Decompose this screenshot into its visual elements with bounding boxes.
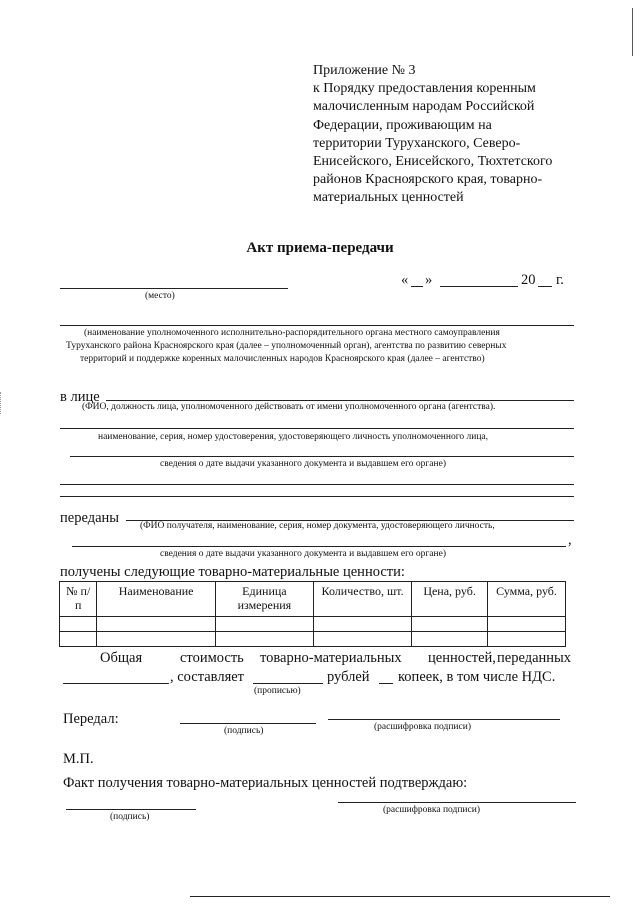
total-amount-field-line[interactable]: [63, 683, 169, 684]
total-word: переданных: [497, 650, 572, 666]
person-caption: наименование, серия, номер удостоверения, удостоверяющего личность уполномоченного лица,: [98, 432, 488, 442]
person-label: в лице: [60, 389, 100, 405]
table-cell[interactable]: [313, 617, 411, 632]
appendix-block: [313, 62, 552, 208]
scan-bottom-line: [190, 896, 610, 897]
table-cell[interactable]: [215, 617, 313, 632]
appendix-line: Федерации, проживающим на: [313, 117, 492, 133]
handed-signature-line[interactable]: [180, 723, 316, 724]
appendix-line: Приложение № 3: [313, 63, 416, 78]
scan-edge-mark: [0, 392, 1, 414]
year-prefix: 20: [521, 272, 536, 288]
place-field-line[interactable]: [60, 288, 288, 289]
handed-label: Передал:: [63, 711, 119, 727]
table-cell[interactable]: [488, 617, 566, 632]
kopecks-label: копеек, в том числе НДС.: [398, 669, 556, 685]
recipient-id-field-line[interactable]: [72, 546, 566, 547]
blank-field-line[interactable]: [60, 496, 574, 497]
words-caption: (прописью): [254, 686, 301, 696]
confirm-decoding-caption: (расшифровка подписи): [383, 805, 480, 815]
total-word: Общая: [100, 650, 143, 666]
handed-decoding-caption: (расшифровка подписи): [374, 722, 471, 732]
person-caption: сведения о дате выдачи указанного документа и выдавшем его органе): [160, 459, 446, 469]
place-caption: (место): [145, 291, 175, 301]
organ-caption: территорий и поддержке коренных малочисленных народов Красноярского края (далее – агентство): [80, 354, 485, 364]
kopecks-field-line[interactable]: [379, 683, 393, 684]
confirm-text: Факт получения товарно-материальных ценностей подтверждаю:: [63, 775, 468, 791]
year-field-line[interactable]: [538, 286, 552, 287]
handed-decoding-line[interactable]: [328, 719, 560, 720]
table-header-cell: Сумма, руб.: [488, 582, 566, 617]
transferred-label: переданы: [60, 510, 120, 526]
table-header-cell: Количество, шт.: [313, 582, 411, 617]
table-cell[interactable]: [97, 632, 215, 647]
year-suffix: г.: [556, 272, 564, 288]
blank-field-line[interactable]: [60, 484, 574, 485]
recipient-caption: (ФИО получателя, наименование, серия, номер документа, удостоверяющего личность,: [140, 521, 495, 531]
appendix-line: районов Красноярского края, товарно-: [313, 172, 543, 188]
rubles-label: рублей: [327, 669, 370, 685]
confirm-signature-line[interactable]: [66, 809, 196, 810]
person-issue-field-line[interactable]: [70, 456, 574, 457]
person-caption: (ФИО, должность лица, уполномоченного действовать от имени уполномоченного органа (агентства).: [82, 402, 496, 412]
table-header-cell: Наименование: [97, 582, 215, 617]
table-cell[interactable]: [412, 632, 488, 647]
organ-field-line[interactable]: [60, 325, 574, 326]
table-header-cell: Единица измерения: [215, 582, 313, 617]
handed-signature-caption: (подпись): [224, 726, 264, 736]
total-word: ценностей,: [428, 650, 496, 666]
table-cell[interactable]: [313, 632, 411, 647]
confirm-signature-caption: (подпись): [110, 812, 150, 822]
appendix-line: Енисейского, Енисейского, Тюхтетского: [313, 154, 553, 170]
person-field-line[interactable]: [106, 400, 574, 401]
recipient-comma: ,: [568, 532, 572, 548]
received-text: получены следующие товарно-материальные ценности:: [60, 564, 405, 580]
table-row: [60, 617, 566, 632]
recipient-caption: сведения о дате выдачи указанного документа и выдавшем его органе): [160, 549, 446, 559]
table-header-cell: Цена, руб.: [412, 582, 488, 617]
total-comma-text: , составляет: [170, 669, 245, 685]
total-word: стоимость: [180, 650, 244, 666]
goods-table: [59, 581, 566, 647]
organ-caption: (наименование уполномоченного исполнительно-распорядительного органа местного самоуправления: [84, 328, 500, 338]
confirm-decoding-line[interactable]: [338, 802, 576, 803]
date-open-quote: «: [401, 272, 409, 288]
day-field-line[interactable]: [411, 286, 423, 287]
appendix-line: к Порядку предоставления коренным: [313, 81, 536, 97]
scan-edge-line: [632, 8, 633, 56]
table-header-row: [60, 582, 566, 617]
appendix-line: материальных ценностей: [313, 190, 464, 206]
appendix-line: территории Туруханского, Северо-: [313, 135, 521, 151]
document-title: Акт приема-передачи: [246, 240, 394, 256]
organ-caption: Туруханского района Красноярского края (далее – уполномоченный орган), агентства по развитию северных: [66, 341, 507, 351]
table-row: [60, 632, 566, 647]
table-cell[interactable]: [412, 617, 488, 632]
person-id-field-line[interactable]: [60, 428, 574, 429]
stamp-place: М.П.: [63, 751, 94, 767]
table-cell[interactable]: [60, 617, 97, 632]
month-field-line[interactable]: [440, 286, 518, 287]
appendix-line: малочисленным народам Российской: [313, 99, 535, 115]
table-cell[interactable]: [97, 617, 215, 632]
rubles-field-line[interactable]: [253, 683, 323, 684]
table-cell[interactable]: [60, 632, 97, 647]
table-header-cell: № п/п: [60, 582, 97, 617]
table-cell[interactable]: [488, 632, 566, 647]
table-cell[interactable]: [215, 632, 313, 647]
date-close-quote: »: [425, 272, 433, 288]
total-word: товарно-материальных: [260, 650, 402, 666]
